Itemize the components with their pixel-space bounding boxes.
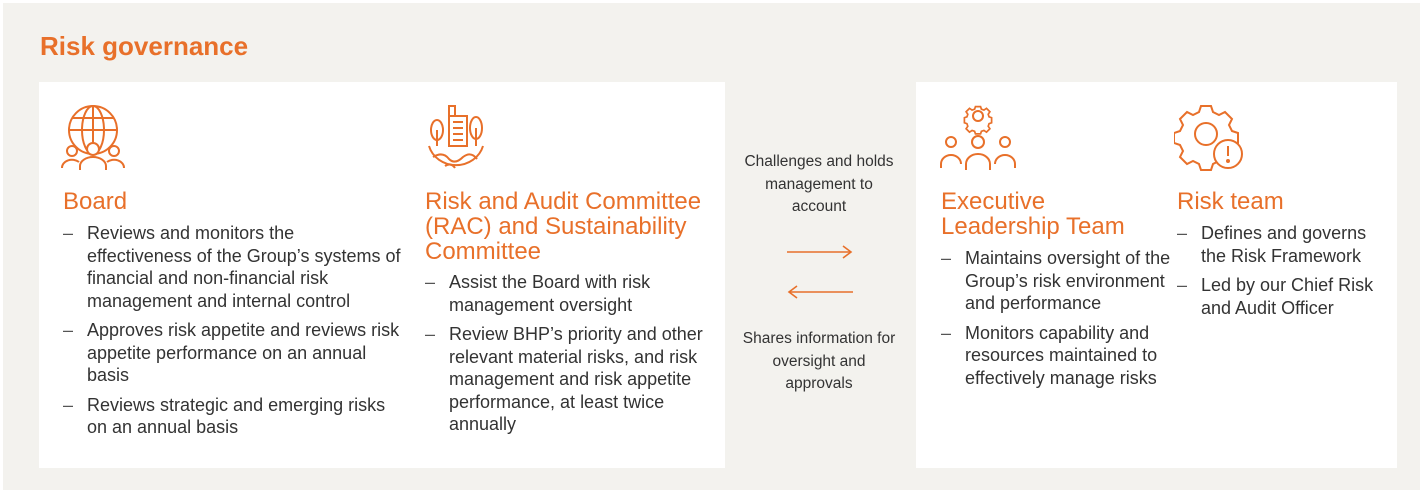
arrow-right-icon: [785, 244, 855, 260]
list-item: – Approves risk appetite and reviews risk appetite performance on an annual basis: [63, 320, 400, 385]
list-item: – Defines and governs the Risk Framework: [1177, 223, 1367, 266]
rac-bullet-list: [425, 271, 715, 443]
arrow-left-icon: [785, 284, 855, 300]
risk-governance-panel: [3, 3, 1420, 490]
board-committees-card: [39, 82, 725, 468]
earth-buildings-icon: [423, 102, 489, 174]
team-gear-icon: [939, 102, 1017, 172]
globe-people-icon: [60, 104, 126, 172]
list-item: – Reviews and monitors the effectiveness of the Group’s systems of financial and non-financial risk management and internal control: [63, 223, 401, 311]
board-heading: Board: [63, 188, 128, 215]
shares-information-label: Shares information for oversight and approvals: [742, 330, 896, 392]
rac-heading: Risk and Audit Committee (RAC) and Sustainability Committee: [425, 188, 702, 265]
list-item: – Led by our Chief Risk and Audit Officer: [1177, 275, 1374, 318]
page-title: Risk governance: [40, 31, 249, 61]
list-item: – Assist the Board with risk management oversight: [425, 272, 651, 315]
executive-leadership-heading: Executive Leadership Team: [941, 188, 1125, 240]
list-item: – Maintains oversight of the Group’s risk environment and performance: [941, 248, 1171, 313]
list-item: – Monitors capability and resources maintained to effectively manage risks: [941, 322, 1158, 388]
gear-alert-icon: [1174, 102, 1246, 172]
risk-team-bullet-list: [1177, 222, 1387, 326]
risk-team-heading: Risk team: [1177, 188, 1284, 215]
executive-bullet-list: [941, 247, 1173, 396]
list-item: – Review BHP’s priority and other relevant material risks, and risk management and risk appetite performance, at least twice annually: [425, 324, 703, 434]
challenges-label: Challenges and holds management to account: [744, 153, 894, 215]
board-bullet-list: [63, 222, 403, 446]
list-item: – Reviews strategic and emerging risks on an annual basis: [63, 394, 386, 437]
executive-risk-card: [916, 82, 1397, 468]
